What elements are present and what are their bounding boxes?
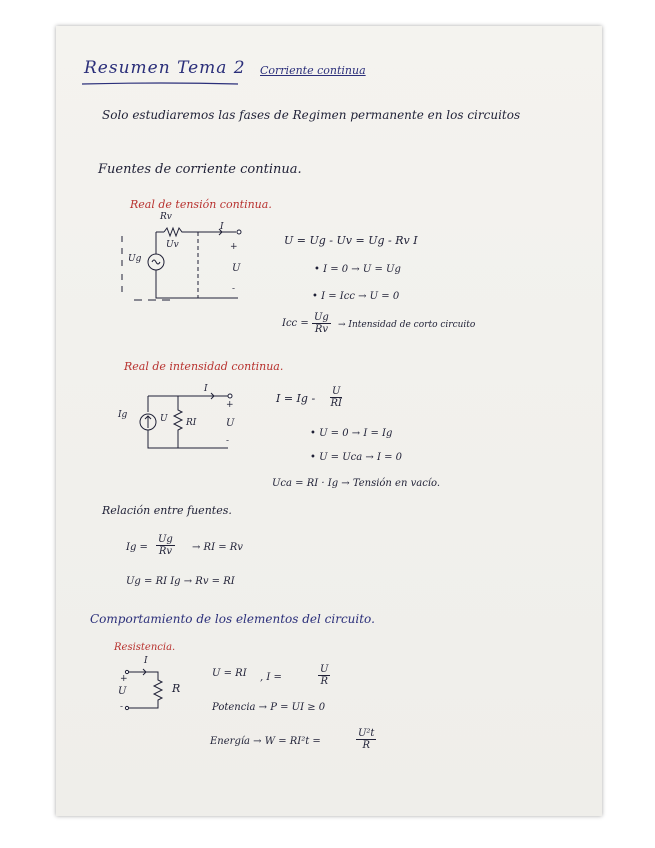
- eq-case-open-current: • U = Uca → I = 0: [310, 452, 403, 463]
- label-current-i2: I: [204, 384, 208, 394]
- label-plus2: +: [226, 400, 234, 410]
- label-plus-resistencia: +: [120, 674, 128, 684]
- eq-icc-fraction: [312, 312, 331, 335]
- label-u2: U: [226, 418, 235, 429]
- label-i-resistencia: I: [144, 656, 148, 666]
- icc-denominator: Rv: [314, 324, 329, 335]
- section-heading-fuentes: Fuentes de corriente continua.: [98, 162, 302, 177]
- i-denominator: R: [320, 676, 328, 687]
- eq-case-short: • I = Icc → U = 0: [312, 291, 400, 302]
- eq-uca: Uca = RI · Ig → Tensión en vacío.: [272, 478, 441, 489]
- label-current-i: I: [220, 222, 224, 232]
- eq-icc-lhs: Icc =: [282, 318, 309, 329]
- eq-relacion-1-rhs: → RI = Rv: [192, 542, 243, 553]
- eq-case-open: • I = 0 → U = Ug: [314, 264, 401, 275]
- relacion-denominator: Rv: [158, 546, 173, 557]
- heading-resistencia: Resistencia.: [114, 642, 176, 653]
- heading-real-intensidad: Real de intensidad continua.: [124, 360, 284, 373]
- eq-current-lhs: I = Ig -: [276, 392, 316, 405]
- label-u: U: [232, 263, 241, 274]
- energia-numerator: U²t: [358, 728, 375, 739]
- current-numerator: U: [332, 386, 341, 397]
- eq-current-fraction: [330, 386, 342, 409]
- page-title: Resumen Tema 2: [84, 58, 246, 78]
- relacion-numerator: Ug: [158, 534, 173, 545]
- label-ig: Ig: [118, 410, 128, 420]
- label-ri: RI: [186, 418, 197, 428]
- label-ug: Ug: [128, 254, 142, 264]
- current-denominator: RI: [330, 398, 342, 409]
- eq-relacion-1-lhs: Ig =: [126, 542, 148, 553]
- energia-denominator: R: [362, 740, 370, 751]
- label-u-intensidad: U: [160, 414, 168, 424]
- label-rv: Rv: [160, 212, 172, 222]
- label-uv: Uv: [166, 240, 179, 250]
- notebook-page: [56, 26, 602, 816]
- current-source-circuit: [130, 388, 240, 454]
- eq-i-fraction: [318, 664, 330, 687]
- intro-text: Solo estudiaremos las fases de Regimen permanente en los circuitos: [102, 108, 521, 122]
- i-numerator: U: [320, 664, 329, 675]
- heading-real-tension: Real de tensión continua.: [130, 198, 272, 211]
- eq-energia-fraction: [356, 728, 376, 751]
- page-subtitle: Corriente continua: [260, 64, 366, 77]
- eq-relacion-1-fraction: [156, 534, 175, 557]
- label-minus2: -: [226, 436, 230, 446]
- label-minus-resistencia: -: [120, 702, 124, 712]
- eq-potencia: Potencia → P = UI ≥ 0: [212, 702, 326, 713]
- eq-energia-lhs: Energía → W = RI²t =: [210, 736, 321, 747]
- eq-icc-description: → Intensidad de corto circuito: [338, 320, 476, 330]
- label-plus: +: [230, 242, 238, 252]
- eq-ohm: U = RI: [212, 668, 247, 679]
- resistor-circuit: [124, 666, 174, 716]
- heading-comportamiento: Comportamiento de los elementos del circuito.: [90, 612, 375, 626]
- title-underline: [82, 82, 242, 86]
- eq-relacion-2: Ug = RI Ig → Rv = RI: [126, 576, 235, 587]
- eq-i-lhs: , I =: [260, 672, 282, 683]
- eq-voltage-main: U = Ug - Uv = Ug - Rv I: [284, 234, 418, 247]
- eq-case-short-current: • U = 0 → I = Ig: [310, 428, 393, 439]
- icc-numerator: Ug: [314, 312, 329, 323]
- label-r: R: [172, 682, 181, 695]
- label-u-resistencia: U: [118, 686, 127, 697]
- label-minus: -: [232, 284, 236, 294]
- heading-relacion: Relación entre fuentes.: [102, 504, 232, 517]
